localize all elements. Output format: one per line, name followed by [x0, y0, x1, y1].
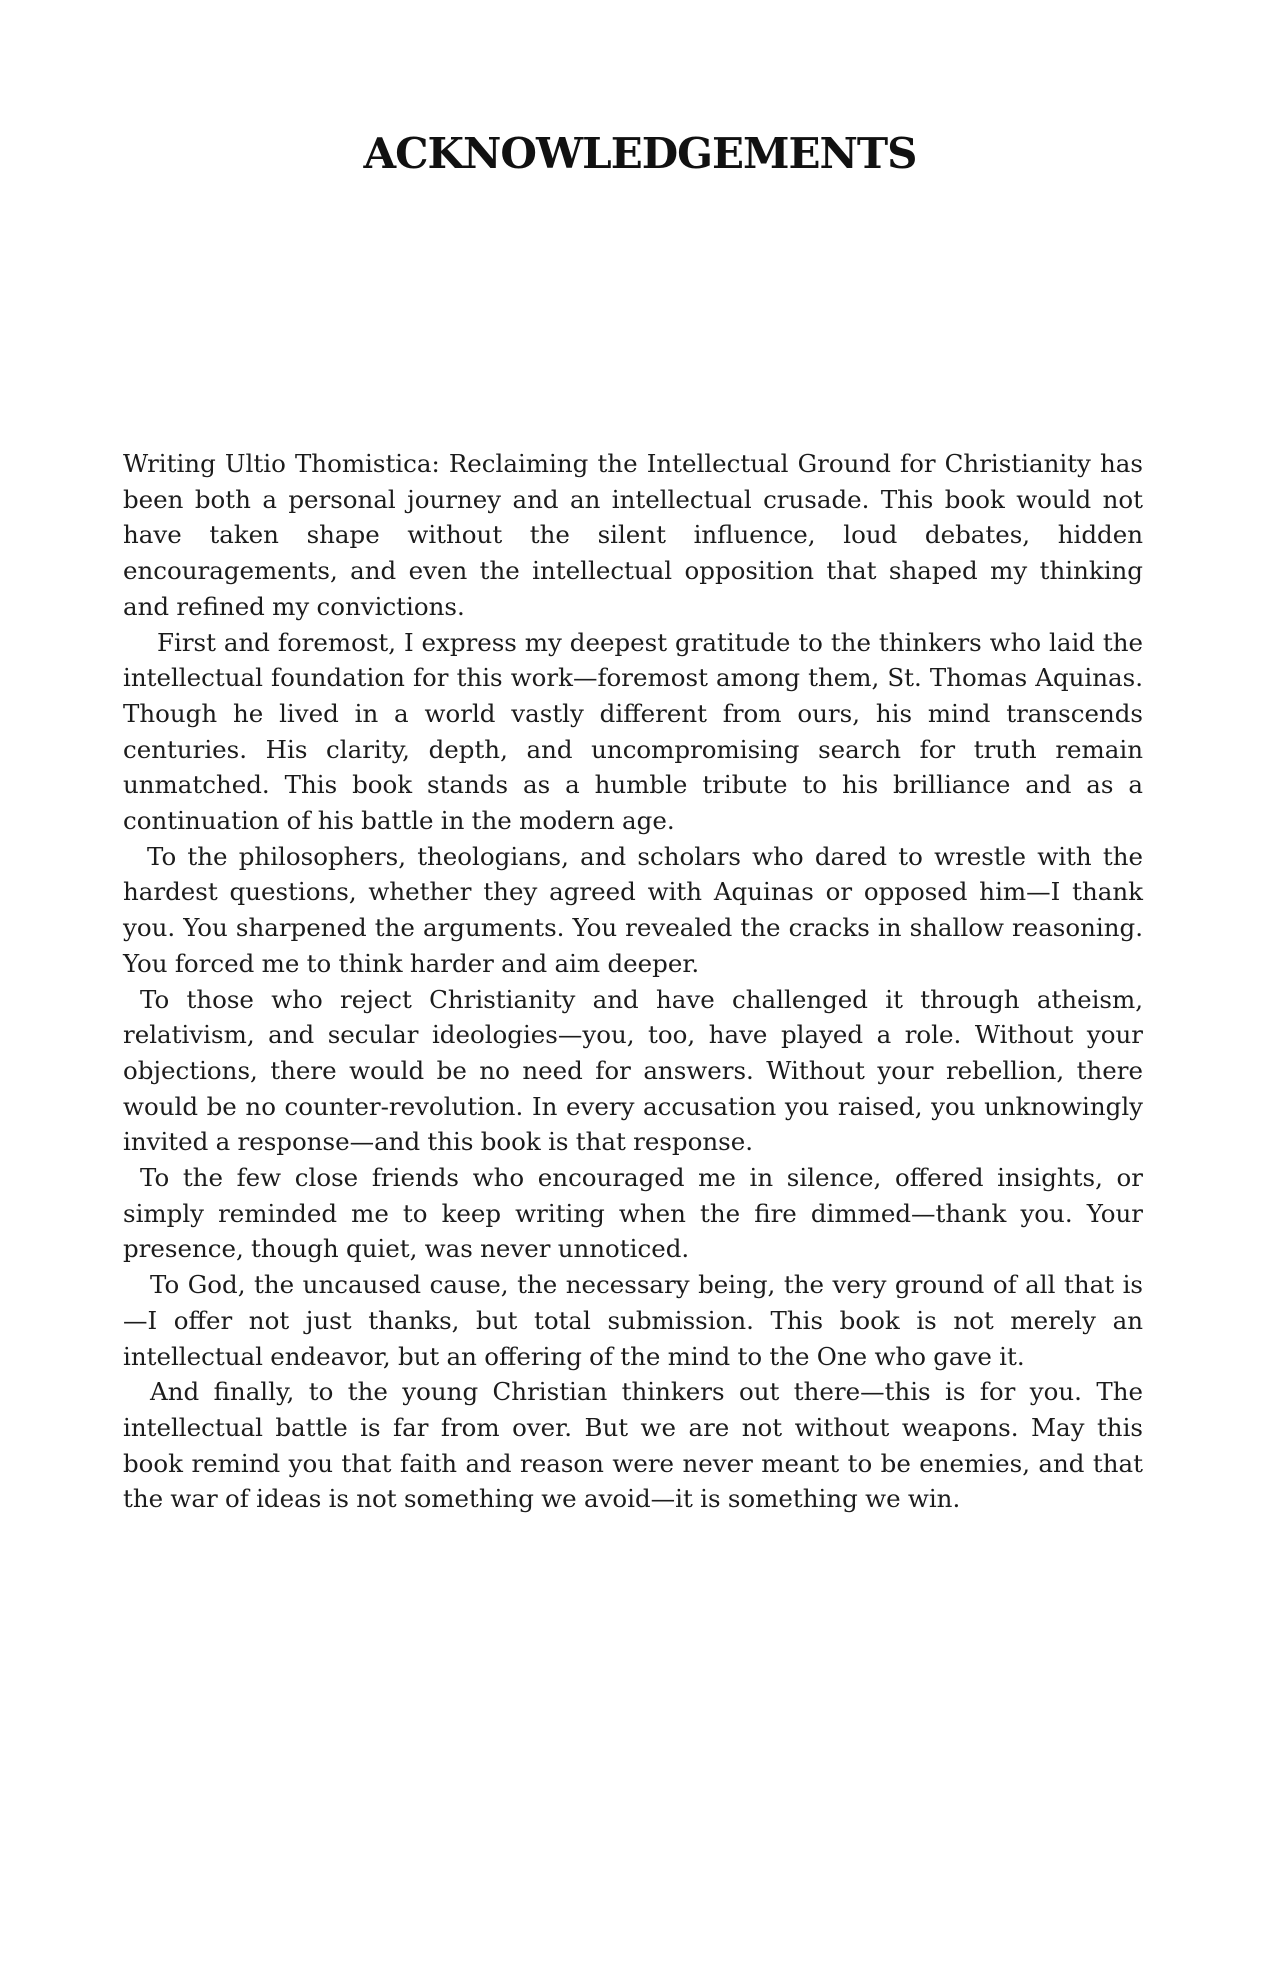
paragraph-5: To the few close friends who encouraged me in silence, offered insights, or simply reminded me to keep writing when the fire dimmed—thank you. Your presence, though quiet, was never unnoticed.: [123, 1163, 1143, 1264]
paragraph-6: To God, the uncaused cause, the necessary being, the very ground of all that is—I offer not just thanks, but total submission. This book is not merely an intellectual endeavor, but an offering of the mind to the One who gave it.: [123, 1270, 1143, 1371]
paragraph-7: And finally, to the young Christian thinkers out there—this is for you. The intellectual battle is far from over. But we are not without weapons. May this book remind you that faith and reason were never meant to be enemies, and that the war of ideas is not something we avoid—it is something we win.: [123, 1377, 1143, 1514]
paragraph-3: To the philosophers, theologians, and scholars who dared to wrestle with the hardest questions, whether they agreed with Aquinas or opposed him—I thank you. You sharpened the arguments. You revealed the cracks in shallow reasoning. You forced me to think harder and aim deeper.: [123, 841, 1143, 978]
paragraph-4: To those who reject Christianity and have challenged it through atheism, relativism, and secular ideologies—you, too, have played a role. Without your objections, there would be no need for answers. Without your rebellion, there would be no counter-revolution. In every accusation you raised, you unknowingly invited a response—and this book is that response.: [123, 984, 1143, 1157]
paragraph-2: First and foremost, I express my deepest gratitude to the thinkers who laid the intellectual foundation for this work—foremost among them, St. Thomas Aquinas. Though he lived in a world vastly different from ours, his mind transcends centuries. His clarity, depth, and uncompromising search for truth remain unmatched. This book stands as a humble tribute to his brilliance and as a continuation of his battle in the modern age.: [123, 627, 1143, 836]
page-title: ACKNOWLEDGEMENTS: [363, 129, 917, 178]
paragraph-1: Writing Ultio Thomistica: Reclaiming the Intellectual Ground for Christianity has been both a personal journey and an intellectual crusade. This book would not have taken shape without the silent influence, loud debates, hidden encouragements, and even the intellectual opposition that shaped my thinking and refined my convictions.: [123, 449, 1143, 621]
acknowledgements-body: [123, 446, 1143, 1517]
